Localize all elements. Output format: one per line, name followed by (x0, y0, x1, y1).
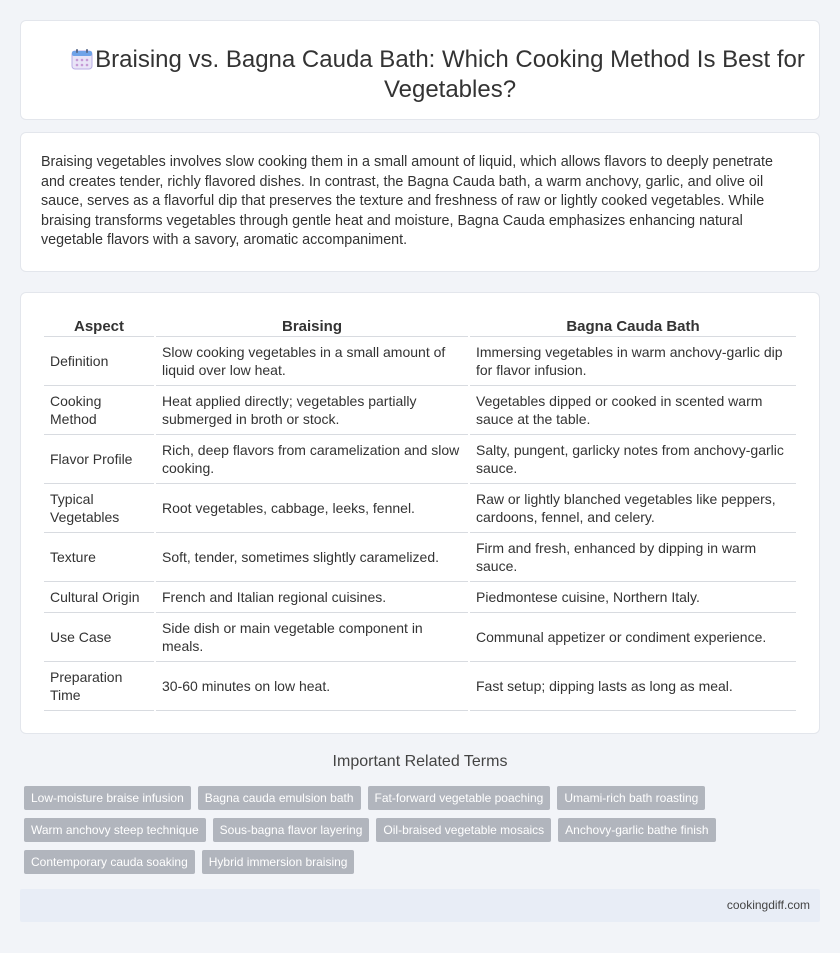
braising-cell: Soft, tender, sometimes slightly caramelized. (156, 533, 468, 582)
aspect-cell: Use Case (44, 613, 154, 662)
related-tag[interactable]: Fat-forward vegetable poaching (368, 786, 551, 810)
related-terms-tags (24, 786, 824, 882)
related-tag[interactable]: Warm anchovy steep technique (24, 818, 206, 842)
related-tag[interactable]: Umami-rich bath roasting (557, 786, 705, 810)
bagna-cell: Fast setup; dipping lasts as long as meal. (470, 662, 796, 711)
table-row (44, 613, 796, 662)
header-bagna-cauda: Bagna Cauda Bath (470, 307, 796, 337)
related-tag[interactable]: Hybrid immersion braising (202, 850, 355, 874)
footer (20, 889, 820, 922)
intro-paragraph: Braising vegetables involves slow cooking them in a small amount of liquid, which allows flavors to deeply penetrate and creates tender, richly flavored dishes. In contrast, the Bagna Cauda bath, a warm anchovy, garlic, and olive oil sauce, serves as a flavorful dip that preserves the texture and freshness of raw or lightly cooked vegetables. While braising transforms vegetables through gentle heat and moisture, Bagna Cauda emphasizes enhancing natural vegetable flavors with a savory, aromatic accompaniment. (41, 154, 773, 249)
aspect-cell: Definition (44, 337, 154, 386)
table-row (44, 435, 796, 484)
table-row (44, 533, 796, 582)
aspect-cell: Cultural Origin (44, 582, 154, 613)
bagna-cell: Firm and fresh, enhanced by dipping in warm sauce. (470, 533, 796, 582)
bagna-cell: Communal appetizer or condiment experience. (470, 613, 796, 662)
title-card (20, 20, 820, 120)
aspect-cell: Cooking Method (44, 386, 154, 435)
related-terms-heading: Important Related Terms (332, 753, 508, 770)
braising-cell: 30-60 minutes on low heat. (156, 662, 468, 711)
related-tag[interactable]: Sous-bagna flavor layering (213, 818, 370, 842)
table-row (44, 484, 796, 533)
table-row (44, 386, 796, 435)
bagna-cell: Salty, pungent, garlicky notes from anchovy-garlic sauce. (470, 435, 796, 484)
braising-cell: Root vegetables, cabbage, leeks, fennel. (156, 484, 468, 533)
bagna-cell: Vegetables dipped or cooked in scented warm sauce at the table. (470, 386, 796, 435)
braising-cell: Heat applied directly; vegetables partially submerged in broth or stock. (156, 386, 468, 435)
related-tag[interactable]: Bagna cauda emulsion bath (198, 786, 361, 810)
table-row (44, 662, 796, 711)
tag-row (24, 850, 824, 874)
bagna-cell: Piedmontese cuisine, Northern Italy. (470, 582, 796, 613)
braising-cell: French and Italian regional cuisines. (156, 582, 468, 613)
table-row (44, 337, 796, 386)
related-tag[interactable]: Contemporary cauda soaking (24, 850, 195, 874)
aspect-cell: Flavor Profile (44, 435, 154, 484)
footer-site-link[interactable]: cookingdiff.com (726, 898, 810, 912)
braising-cell: Slow cooking vegetables in a small amount of liquid over low heat. (156, 337, 468, 386)
braising-cell: Side dish or main vegetable component in meals. (156, 613, 468, 662)
aspect-cell: Texture (44, 533, 154, 582)
header-braising: Braising (156, 307, 468, 337)
page-title: Braising vs. Bagna Cauda Bath: Which Cooking Method Is Best for Vegetables? (95, 46, 805, 103)
table-row (44, 582, 796, 613)
tag-row (24, 818, 824, 842)
comparison-table-card (20, 292, 820, 734)
bagna-cell: Immersing vegetables in warm anchovy-garlic dip for flavor infusion. (470, 337, 796, 386)
intro-card (20, 132, 820, 272)
related-tag[interactable]: Anchovy-garlic bathe finish (558, 818, 715, 842)
tag-row (24, 786, 824, 810)
related-tag[interactable]: Low-moisture braise infusion (24, 786, 191, 810)
header-aspect: Aspect (44, 307, 154, 337)
calendar-icon (71, 48, 93, 70)
bagna-cell: Raw or lightly blanched vegetables like peppers, cardoons, fennel, and celery. (470, 484, 796, 533)
related-tag[interactable]: Oil-braised vegetable mosaics (376, 818, 551, 842)
aspect-cell: Preparation Time (44, 662, 154, 711)
braising-cell: Rich, deep flavors from caramelization and slow cooking. (156, 435, 468, 484)
aspect-cell: Typical Vegetables (44, 484, 154, 533)
comparison-table (42, 307, 798, 711)
